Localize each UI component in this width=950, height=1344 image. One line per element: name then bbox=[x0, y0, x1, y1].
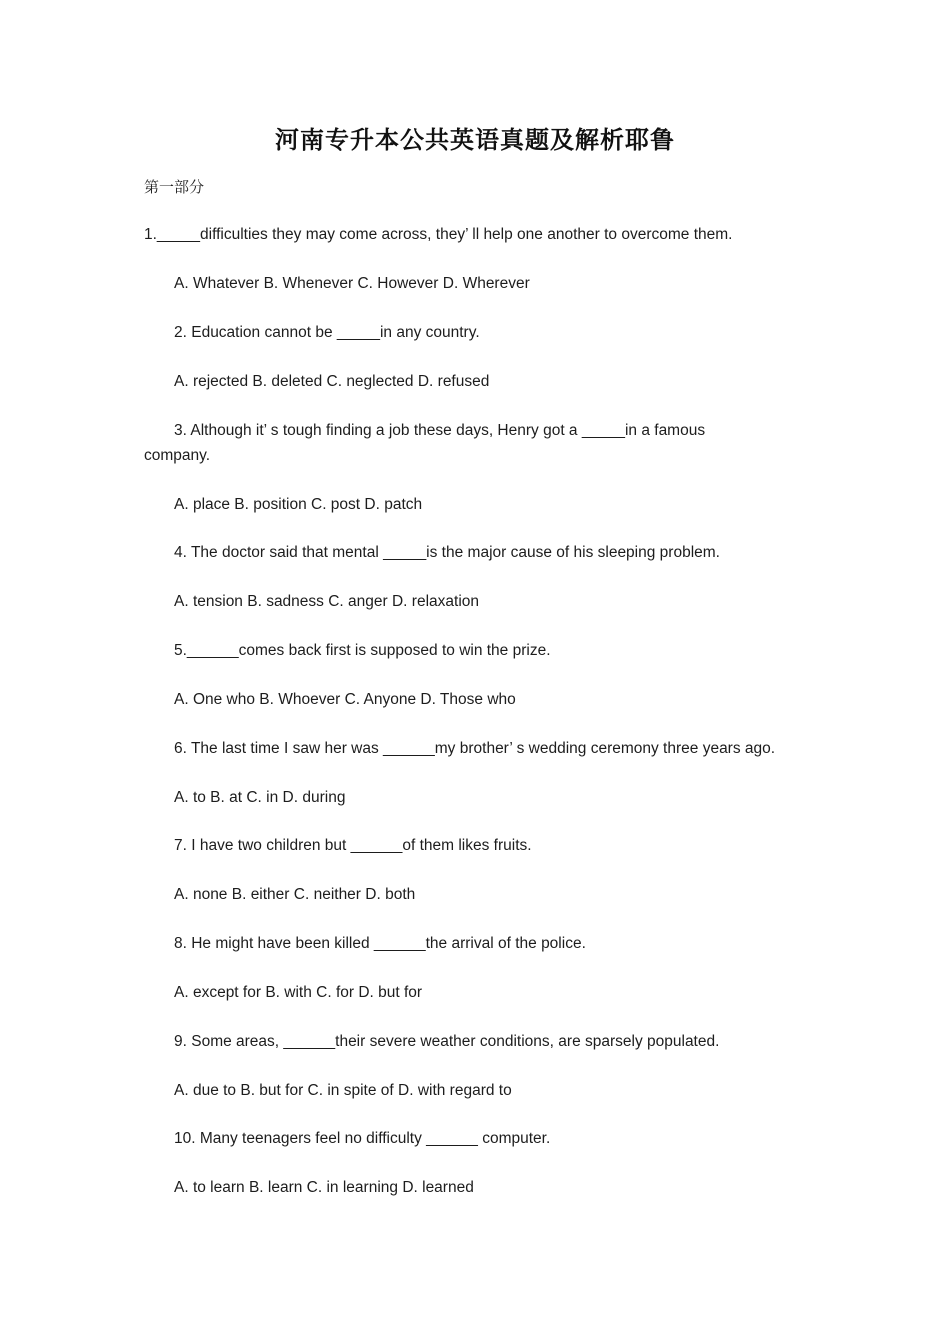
question-1: 1._____difficulties they may come across, they’ ll help one another to overcome them. bbox=[144, 226, 733, 243]
section-heading: 第一部分 bbox=[144, 179, 205, 196]
question-8: 8. He might have been killed ______the arrival of the police. bbox=[174, 935, 586, 952]
question-3: 3. Although it’ s tough finding a job these days, Henry got a _____in a famous bbox=[174, 422, 706, 439]
options-7: A. none B. either C. neither D. both bbox=[174, 886, 416, 903]
question-4: 4. The doctor said that mental _____is the major cause of his sleeping problem. bbox=[174, 544, 720, 561]
options-8: A. except for B. with C. for D. but for bbox=[174, 984, 423, 1001]
options-4: A. tension B. sadness C. anger D. relaxation bbox=[174, 593, 479, 610]
options-6: A. to B. at C. in D. during bbox=[174, 789, 346, 806]
options-2: A. rejected B. deleted C. neglected D. refused bbox=[174, 373, 490, 390]
options-10: A. to learn B. learn C. in learning D. learned bbox=[174, 1179, 474, 1196]
question-9: 9. Some areas, ______their severe weather conditions, are sparsely populated. bbox=[174, 1033, 720, 1050]
question-7: 7. I have two children but ______of them likes fruits. bbox=[174, 837, 532, 854]
question-3-continued: company. bbox=[144, 447, 211, 464]
question-2: 2. Education cannot be _____in any country. bbox=[174, 324, 480, 341]
options-3: A. place B. position C. post D. patch bbox=[174, 496, 423, 513]
question-5: 5.______comes back first is supposed to win the prize. bbox=[174, 642, 551, 659]
question-10: 10. Many teenagers feel no difficulty ______ computer. bbox=[174, 1130, 551, 1147]
document-title: 河南专升本公共英语真题及解析耶鲁 bbox=[275, 125, 675, 154]
options-9: A. due to B. but for C. in spite of D. with regard to bbox=[174, 1082, 512, 1099]
question-6: 6. The last time I saw her was ______my brother’ s wedding ceremony three years ago. bbox=[174, 740, 776, 757]
options-5: A. One who B. Whoever C. Anyone D. Those who bbox=[174, 691, 516, 708]
options-1: A. Whatever B. Whenever C. However D. Wherever bbox=[174, 275, 530, 292]
